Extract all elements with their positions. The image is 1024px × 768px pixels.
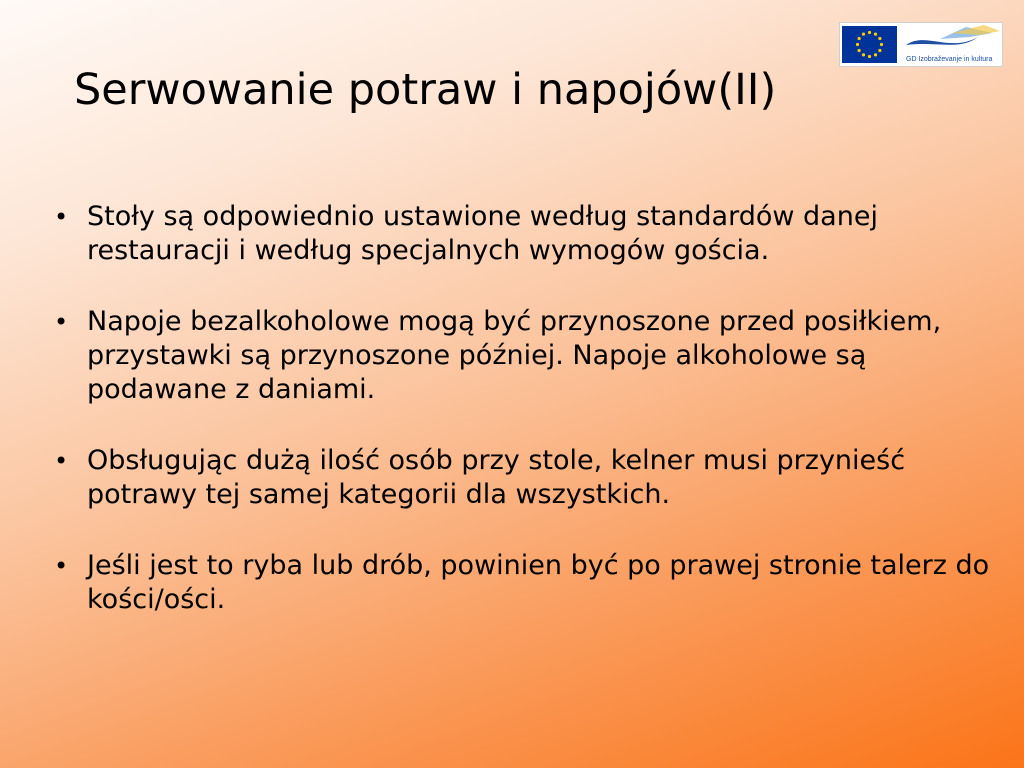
slide-title: Serwowanie potraw i napojów(II) — [74, 65, 777, 115]
eu-star-icon — [862, 53, 865, 56]
logo-graphic — [840, 23, 1002, 66]
eu-star-icon — [862, 33, 865, 36]
bullet-item — [47, 305, 997, 407]
eu-star-icon — [868, 31, 871, 34]
bullet-list — [47, 200, 997, 654]
swoosh-accent-2-icon — [952, 25, 1000, 35]
bullet-text: Jeśli jest to ryba lub drób, powinien być po prawej stronie talerz do kości/ości. — [87, 550, 990, 615]
bullet-dot-icon: • — [54, 552, 69, 580]
bullet-text: Napoje bezalkoholowe mogą być przynoszone przed posiłkiem, przystawki są przynoszone później. Napoje alkoholowe są podawane z daniami. — [87, 306, 942, 405]
bullet-item — [47, 549, 997, 617]
eu-star-icon — [868, 55, 871, 58]
eu-star-icon — [880, 43, 883, 46]
eu-program-logo-icon — [839, 22, 1003, 67]
eu-star-icon — [858, 49, 861, 52]
eu-star-icon — [878, 37, 881, 40]
eu-star-icon — [874, 53, 877, 56]
eu-star-icon — [874, 33, 877, 36]
bullet-item — [47, 200, 997, 268]
logo-caption: GD Izobraževanje in kultura — [906, 56, 993, 63]
bullet-dot-icon: • — [54, 447, 69, 475]
bullet-text: Stoły są odpowiednio ustawione według standardów danej restauracji i według specjalnych wymogów gościa. — [87, 201, 878, 266]
bullet-item — [47, 444, 997, 512]
bullet-dot-icon: • — [54, 308, 69, 336]
eu-star-icon — [856, 43, 859, 46]
eu-star-icon — [858, 37, 861, 40]
bullet-text: Obsługując dużą ilość osób przy stole, kelner musi przynieść potrawy tej samej kategorii dla wszystkich. — [87, 445, 906, 510]
bullet-dot-icon: • — [54, 203, 69, 231]
eu-star-icon — [878, 49, 881, 52]
